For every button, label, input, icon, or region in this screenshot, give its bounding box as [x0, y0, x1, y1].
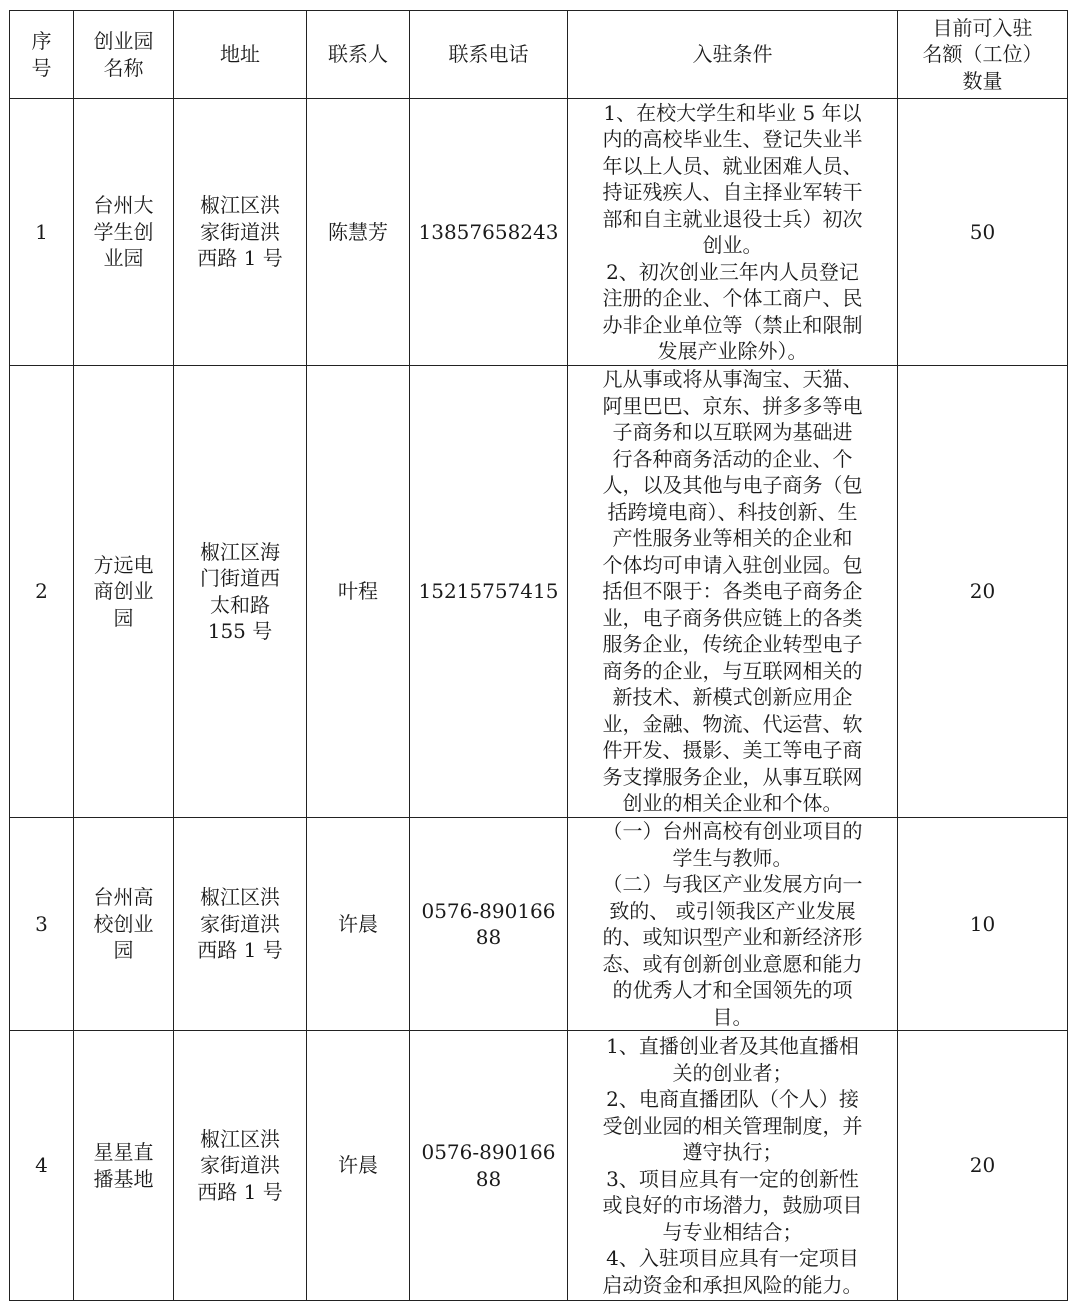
park-phone: 0576-890166 88: [410, 1031, 568, 1301]
row-index: 3: [10, 818, 74, 1031]
table-row: [10, 366, 1068, 818]
table-row: [10, 818, 1068, 1031]
park-phone: 15215757415: [410, 366, 568, 818]
park-address: 椒江区洪 家街道洪 西路 1 号: [174, 99, 307, 366]
park-name: 台州大 学生创 业园: [74, 99, 174, 366]
row-index: 2: [10, 366, 74, 818]
table-row: [10, 1031, 1068, 1301]
header-contact: 联系人: [307, 11, 410, 99]
park-contact: 许晨: [307, 1031, 410, 1301]
park-contact: 叶程: [307, 366, 410, 818]
park-address: 椒江区洪 家街道洪 西路 1 号: [174, 818, 307, 1031]
header-quota: 目前可入驻 名额（工位） 数量: [898, 11, 1068, 99]
park-quota: 50: [898, 99, 1068, 366]
park-phone: 13857658243: [410, 99, 568, 366]
row-index: 1: [10, 99, 74, 366]
header-address: 地址: [174, 11, 307, 99]
park-name: 星星直 播基地: [74, 1031, 174, 1301]
park-quota: 20: [898, 1031, 1068, 1301]
park-address: 椒江区海 门街道西 太和路 155 号: [174, 366, 307, 818]
park-conditions: 1、直播创业者及其他直播相 关的创业者； 2、电商直播团队（个人）接 受创业园的相关管理制度，并 遵守执行； 3、项目应具有一定的创新性 或良好的市场潜力，鼓励项目 与专业相结合； 4、入驻项目应具有一定项目 启动资金和承担风险的能力。: [568, 1031, 898, 1301]
park-quota: 10: [898, 818, 1068, 1031]
header-conditions: 入驻条件: [568, 11, 898, 99]
park-name: 台州高 校创业 园: [74, 818, 174, 1031]
park-conditions: 1、在校大学生和毕业 5 年以 内的高校毕业生、登记失业半 年以上人员、就业困难人员、 持证残疾人、自主择业军转干 部和自主就业退役士兵）初次 创业。 2、初次创业三年内人员登记 注册的企业、个体工商户、民 办非企业单位等（禁止和限制 发展产业除外）。: [568, 99, 898, 366]
startup-park-table: [9, 10, 1068, 1301]
park-contact: 陈慧芳: [307, 99, 410, 366]
park-quota: 20: [898, 366, 1068, 818]
park-phone: 0576-890166 88: [410, 818, 568, 1031]
header-index: 序 号: [10, 11, 74, 99]
park-name: 方远电 商创业 园: [74, 366, 174, 818]
header-name: 创业园 名称: [74, 11, 174, 99]
row-index: 4: [10, 1031, 74, 1301]
header-phone: 联系电话: [410, 11, 568, 99]
header-row: [10, 11, 1068, 99]
park-contact: 许晨: [307, 818, 410, 1031]
park-address: 椒江区洪 家街道洪 西路 1 号: [174, 1031, 307, 1301]
table-row: [10, 99, 1068, 366]
park-conditions: （一）台州高校有创业项目的 学生与教师。 （二）与我区产业发展方向一 致的、 或引领我区产业发展 的、或知识型产业和新经济形 态、或有创新创业意愿和能力 的优秀人才和全国领先的项 目。: [568, 818, 898, 1031]
park-conditions: 凡从事或将从事淘宝、天猫、 阿里巴巴、京东、拼多多等电 子商务和以互联网为基础进 行各种商务活动的企业、个 人，以及其他与电子商务（包 括跨境电商）、科技创新、生 产性服务业等相关的企业和 个体均可申请入驻创业园。包 括但不限于：各类电子商务企 业，电子商务供应链上的各类 服务企业，传统企业转型电子 商务的企业，与互联网相关的 新技术、新模式创新应用企 业，金融、物流、代运营、软 件开发、摄影、美工等电子商 务支撑服务企业，从事互联网 创业的相关企业和个体。: [568, 366, 898, 818]
